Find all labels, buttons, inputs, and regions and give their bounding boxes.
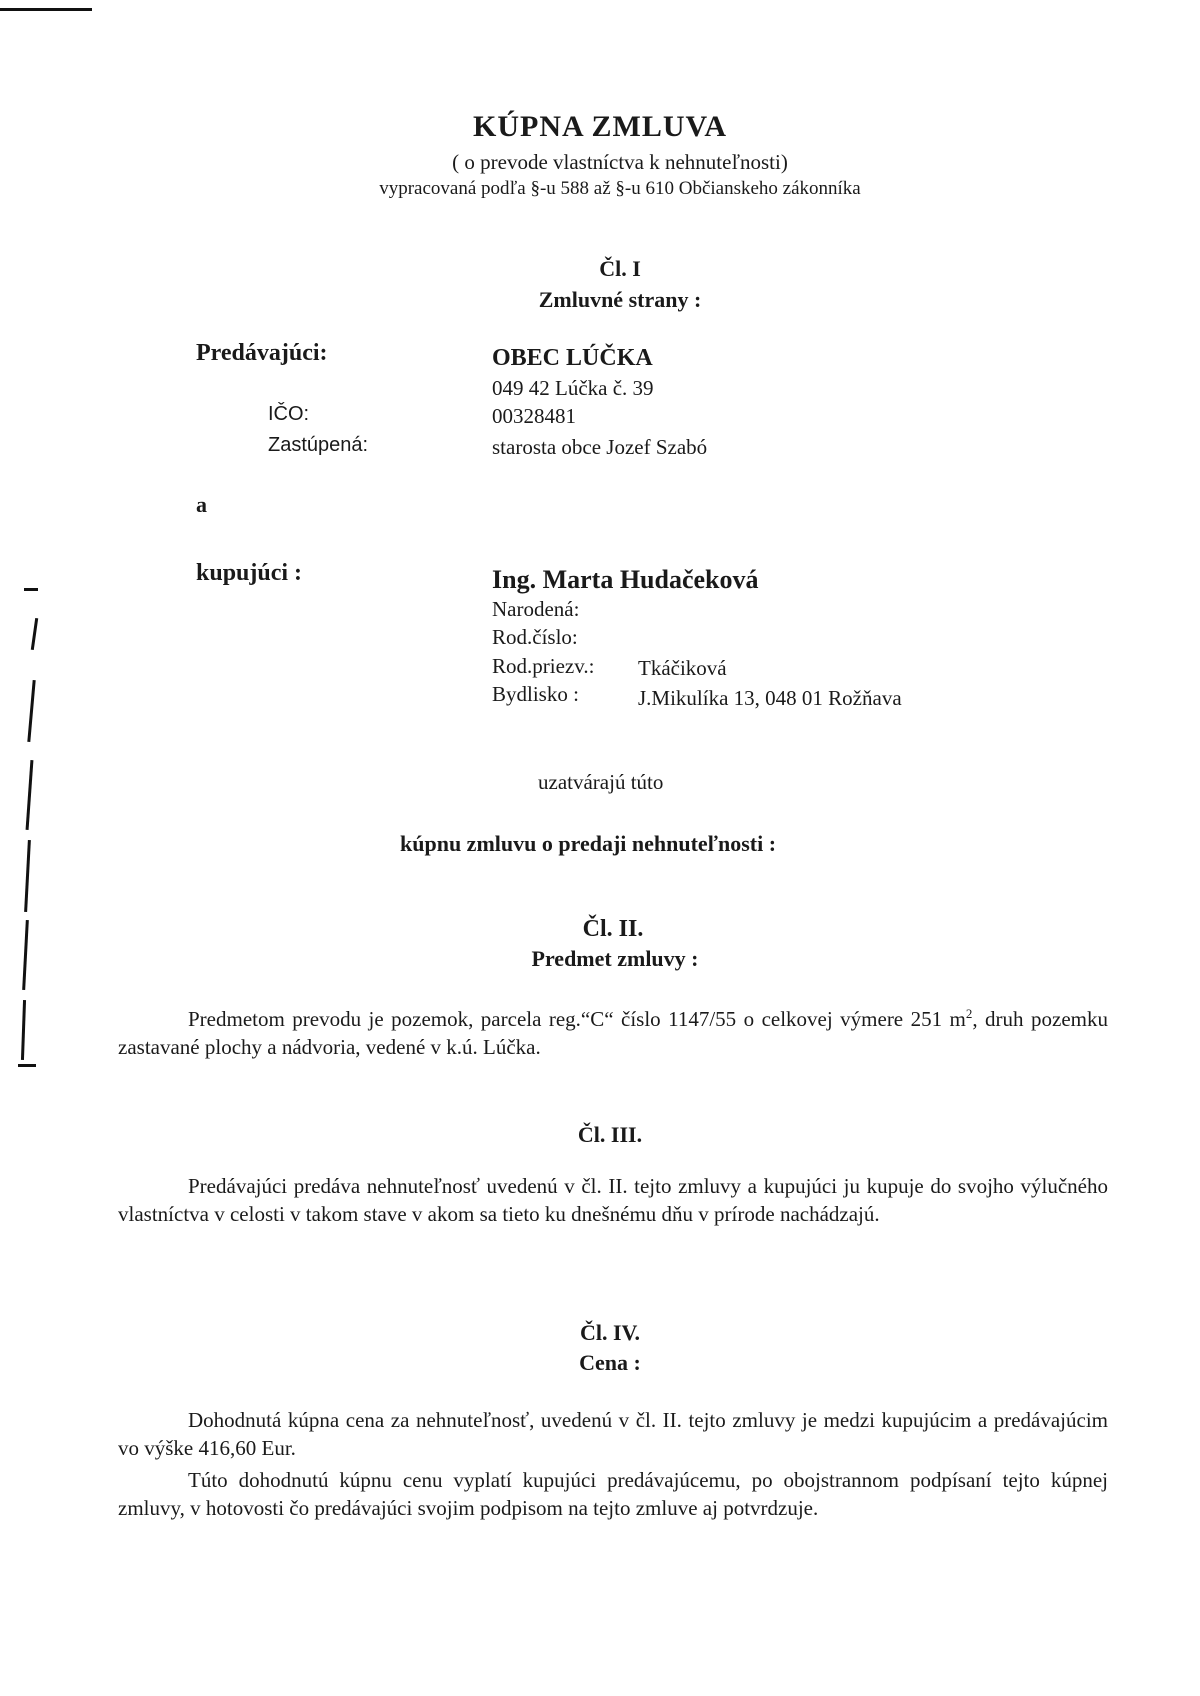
seller-ico-label: IČO: [268,403,310,425]
article-2-text [118,1000,1108,1061]
article-4-text-2-body: Túto dohodnutú kúpnu cenu vyplatí kupujúci predávajúcemu, po obojstrannom podpísaní tejto kúpnej zmluvy, v hotovosti čo predávajúci svojim podpisom na tejto zmluve aj potvrdzuje. [118,1468,1108,1520]
buyer-id-label: Rod.číslo: [492,625,578,649]
seller-ico: 00328481 [492,404,576,428]
conjunction: a [196,492,207,517]
article-3-number: Čl. III. [577,1122,643,1147]
seller-name: OBEC LÚČKA [492,345,653,371]
article-3-text [118,1172,1108,1228]
square-unit-superscript: 2 [965,1006,973,1021]
article-1-heading: Zmluvné strany : [538,287,702,312]
buyer-address-label: Bydlisko : [492,682,579,706]
concluding-line: uzatvárajú túto [538,770,664,794]
document-title: KÚPNA ZMLUVA [473,110,727,143]
scan-artifact-margin-2 [31,618,38,650]
article-1-number: Čl. I [599,256,641,281]
scan-artifact-top [0,8,92,11]
scan-artifact-margin-5 [24,840,31,912]
scan-artifact-margin-3 [27,680,35,742]
buyer-born-label: Narodená: [492,597,580,621]
buyer-address: J.Mikulíka 13, 048 01 Rožňava [638,686,902,710]
article-4-text-1-body: Dohodnutá kúpna cena za nehnuteľnosť, uvedenú v čl. II. tejto zmluvy je medzi kupujúcim a predávajúcim vo výške 416,60 Eur. [118,1408,1108,1460]
seller-role-label: Predávajúci: [196,340,328,366]
scan-artifact-margin-1 [24,588,38,591]
concluding-contract: kúpnu zmluvu o predaji nehnuteľnosti : [400,831,777,856]
article-2-number: Čl. II. [582,916,644,942]
article-4-text-1 [118,1406,1108,1462]
scan-artifact-margin-8 [18,1064,36,1067]
article-2-text-part2: , druh pozemku zastavané plochy a nádvoria, vedené v k.ú. Lúčka. [118,1007,1108,1059]
article-4-heading: Cena : [579,1350,641,1375]
article-4-number: Čl. IV. [579,1320,641,1345]
seller-represented-label: Zastúpená: [268,434,369,456]
seller-address: 049 42 Lúčka č. 39 [492,376,654,400]
document-subtitle: ( o prevode vlastníctva k nehnuteľnosti) [452,150,788,174]
buyer-maiden: Tkáčiková [638,656,727,680]
article-2-heading: Predmet zmluvy : [531,946,699,971]
buyer-role-label: kupujúci : [196,560,303,586]
document-legal-basis: vypracovaná podľa §-u 588 až §-u 610 Občianskeho zákonníka [379,178,861,199]
buyer-name: Ing. Marta Hudačeková [492,565,759,594]
scan-artifact-margin-7 [21,1000,26,1060]
seller-represented: starosta obce Jozef Szabó [492,435,708,459]
scan-artifact-margin-4 [26,760,34,830]
article-3-text-body: Predávajúci predáva nehnuteľnosť uvedenú v čl. II. tejto zmluvy a kupujúci ju kupuje do svojho výlučného vlastníctva v celosti v takom stave v akom sa tieto ku dnešnému dňu v prírode nachádzajú. [118,1174,1108,1226]
buyer-maiden-label: Rod.priezv.: [492,654,595,678]
article-2-text-part1: Predmetom prevodu je pozemok, parcela reg.“C“ číslo 1147/55 o celkovej výmere 251 m [188,1007,966,1031]
article-4-text-2 [118,1466,1108,1522]
